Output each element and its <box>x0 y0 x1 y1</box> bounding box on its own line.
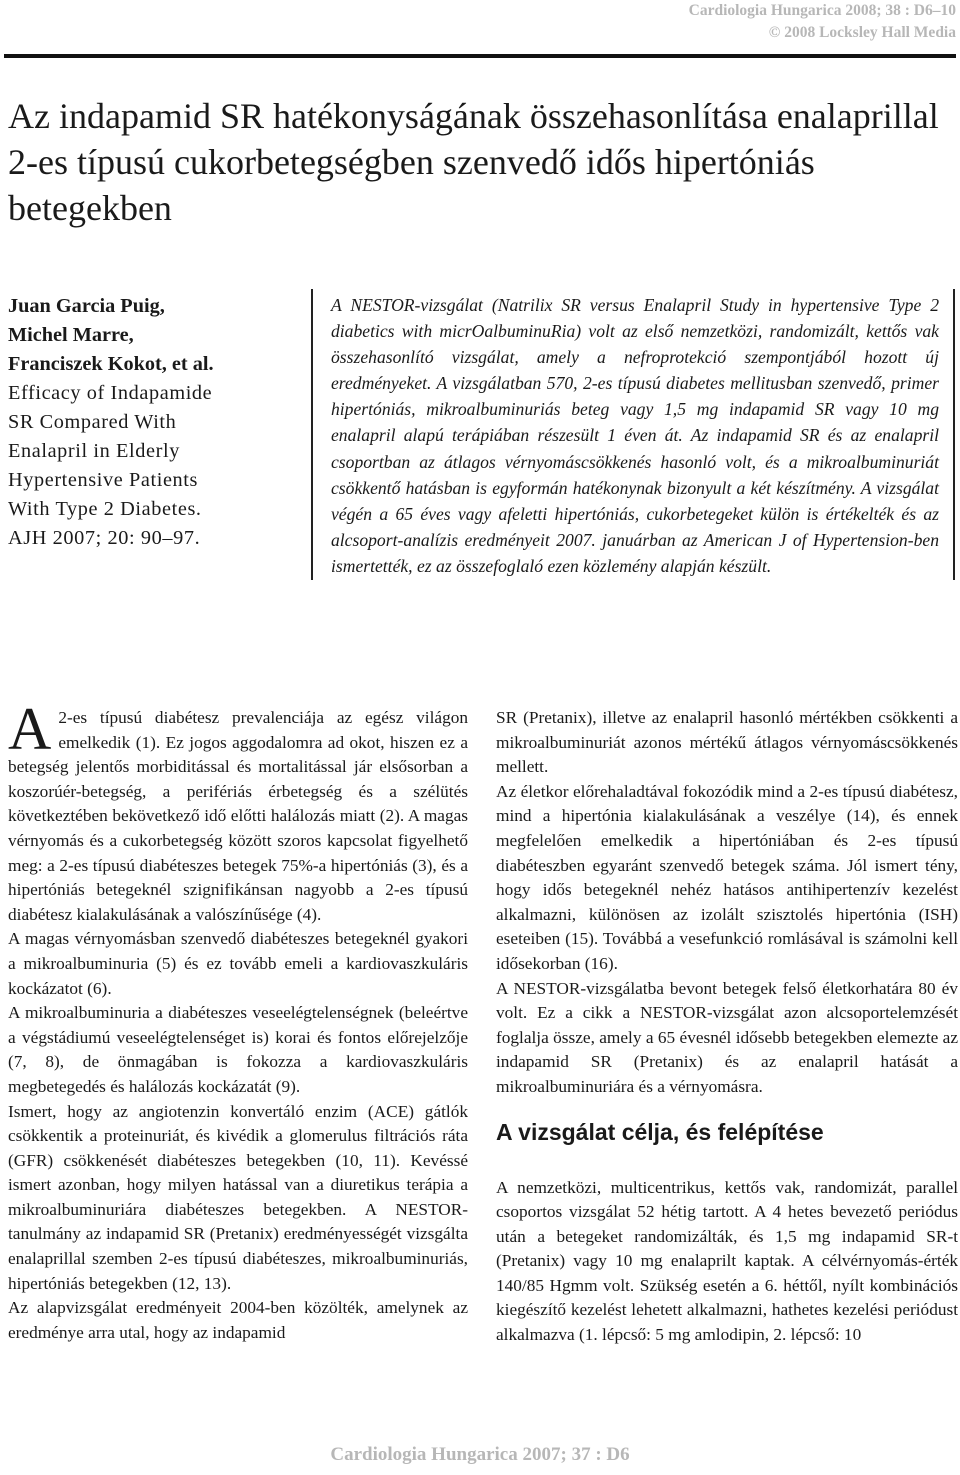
body-paragraph: SR (Pretanix), illetve az enalapril hasonló mértékben csökkenti a mikroalbuminuriát azonos mértékű átlagos vérnyomáscsökkenés mellett. <box>496 708 958 777</box>
author-block <box>8 292 298 553</box>
body-paragraph: Ismert, hogy az angiotenzin konvertáló enzim (ACE) gátlók csökkentik a proteinuriát, és kivédik a glomerulus filtrációs ráta (GFR) csökkenését diabéteszes betegekben (10, 11). Kevéssé ismert azonban, hogy milyen hatással van a diuretikus terápia a mikroalbuminuriára diabéteszes betegekben. A NESTOR-tanulmány az indapamid SR (Pretanix) eredményességét vizsgálta enalaprillal szemben 2-es típusú diabéteszes, mikroalbuminuriás, hipertóniás betegekben (12, 13). <box>8 1101 468 1293</box>
body-paragraph: Az életkor előrehaladtával fokozódik mind a 2-es típusú diabétesz, mind a hipertónia kialakulásának a veszélye (14), és ennek megfelelően emelkedik a hipertóniában és 2-es típusú diabéteszben egyaránt szenvedő betegek száma. Jól ismert tény, hogy idős betegeknél nehéz hatásos antihipertenzív kezelést alkalmazni, különösen az izolált szisztolés hipertónia (ISH) eseteiben (15). Továbbá a vesefunkció romlásával is számolni kell idősekorban (16). <box>496 781 958 973</box>
drop-cap: A <box>8 696 52 762</box>
source-reference-line: Hypertensive Patients <box>8 469 199 491</box>
body-paragraph: A 2-es típusú diabétesz prevalenciája az egész világon emelkedik (1). Ez jogos aggodalomra ad okot, hiszen ez a betegség jelentős morbiditással és mortalitással jár elsősorban a koszorúér-betegség, a perifériás érbetegség és a szélütés következtében bekövetkező idő előtti halálozás miatt (2). A magas vérnyomás és a cukorbetegség között szoros kapcsolat figyelhető meg: a 2-es típusú diabéteszes betegek 75%-a hipertóniás (3), és a hipertóniás betegeknél szignifikánsan nagyobb a 2-es típusú diabétesz kialakulásának a valószínűsége (4). <box>8 696 468 924</box>
body-paragraph: A mikroalbuminuria a diabéteszes veseelégtelenségnek (beleértve a végstádiumú veseelégtelenséget is) korai és fontos előrejelzője (7, 8), de önmagában is fokozza a kardiovaszkuláris megbetegedés és halálozás kockázatát (9). <box>8 1003 468 1096</box>
page-footer: Cardiologia Hungarica 2007; 37 : D6 <box>330 1444 630 1465</box>
section-heading: A vizsgálat célja, és felépítése <box>496 1118 824 1145</box>
copyright-line: © 2008 Locksley Hall Media <box>768 24 956 41</box>
body-column-right <box>496 706 958 1348</box>
journal-header <box>689 0 956 44</box>
body-paragraph: A NESTOR-vizsgálatba bevont betegek felső életkorhatára 80 év volt. Ez a cikk a NESTOR-vizsgálat azon alcsoportelemzését foglalja össze, amely a 65 évesnél idősebb betegekben elemezte az indapamid SR (Pretanix) és az enalapril hatását a mikroalbuminuriára és a vérnyomásra. <box>496 978 958 1096</box>
source-reference-line: Efficacy of Indapamide <box>8 382 213 404</box>
source-reference-line: AJH 2007; 20: 90–97. <box>8 527 201 549</box>
author-name: Michel Marre, <box>8 324 134 346</box>
header-rule <box>4 54 956 58</box>
body-column-left <box>8 696 468 1345</box>
article-title: Az indapamid SR hatékonyságának összehasonlítása enalaprillal 2-es típusú cukorbetegségben szenvedő idős hipertóniás betegekben <box>8 96 939 228</box>
author-name: Juan Garcia Puig, <box>8 295 165 317</box>
body-paragraph: A magas vérnyomásban szenvedő diabéteszes betegeknél gyakori a mikroalbuminuria (5) és ez tovább emeli a kardiovaszkuláris kockázatot (6). <box>8 929 468 998</box>
body-paragraph: A nemzetközi, multicentrikus, kettős vak, randomizát, parallel csoportos vizsgálat 52 hétig tartott. A 4 hetes bevezető periódus után a betegeket randomizálták, és 1,5 mg indapamid SR-t (Pretanix) vagy 10 mg enalaprilt kaptak. A célvérnyomás-érték 140/85 Hgmm volt. Szükség esetén a 6. héttől, nyílt kombinációs kiegészítő kezelést lehetett alkalmazni, hathetes kezelési periódust alkalmazva (1. lépcső: 5 mg amlodipin, 2. lépcső: 10 <box>496 1177 958 1345</box>
source-reference-line: SR Compared With <box>8 411 177 433</box>
journal-citation: Cardiologia Hungarica 2008; 38 : D6–10 <box>688 2 956 19</box>
abstract-text: A NESTOR-vizsgálat (Natrilix SR versus Enalapril Study in hypertensive Type 2 diabetics with micrOalbuminuRia) volt az első nemzetközi, randomizált, kettős vak összehasonlító vizsgálat, amely a nefroprotekció szempontjából hozott új eredményeket. A vizsgálatban 570, 2-es típusú diabetes mellitusban szenvedő, primer hipertóniás, mikroalbuminuriás beteg vagy 1,5 mg indapamid SR vagy 10 mg enalapril alapú terápiában részesült 1 éven át. Az indapamid SR és az enalapril csoportban az átlagos vérnyomáscsökkenés hasonló volt, és a mikroalbuminuriát csökkentő hatásban is egyformán hatékonynak bizonyult a két készítmény. A vizsgálat végén a 65 éves vagy afeletti hipertóniás, cukorbetegeket külön is értékelték és az alcsoport-analízis eredményeit 2007. januárban az American J of Hypertension-ben ismertették, ez az összefoglaló ezen közlemény alapján készült. <box>331 295 939 576</box>
abstract-right-rule <box>953 289 955 580</box>
source-reference-line: With Type 2 Diabetes. <box>8 498 202 520</box>
abstract-left-rule <box>311 289 313 580</box>
source-reference-line: Enalapril in Elderly <box>8 440 180 462</box>
author-name: Franciszek Kokot, et al. <box>8 353 214 375</box>
body-paragraph: Az alapvizsgálat eredményeit 2004-ben közölték, amelynek az eredménye arra utal, hogy az indapamid <box>8 1298 468 1342</box>
